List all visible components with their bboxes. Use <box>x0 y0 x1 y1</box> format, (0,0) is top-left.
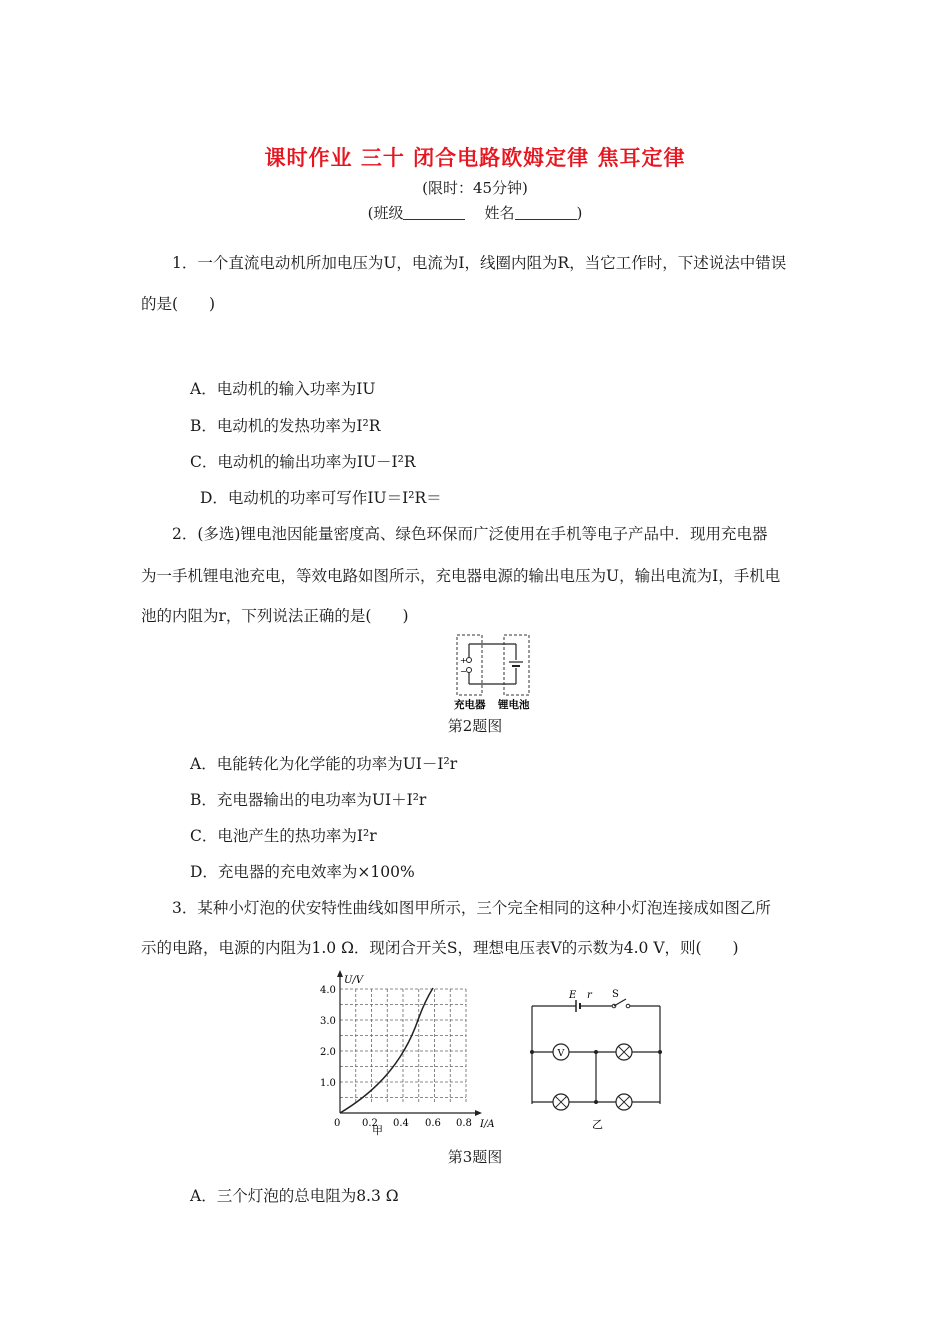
q2-line2: 为一手机锂电池充电，等效电路如图所示，充电器电源的输出电压为U，输出电流为I，手机电 <box>141 567 781 585</box>
figure-3-caption: 第3题图 <box>447 1148 503 1166</box>
graph-grid <box>340 989 466 1102</box>
q1-line2: 的是( ) <box>141 295 216 313</box>
x-axis-label: I/A <box>480 1119 495 1130</box>
plus-sign: + <box>460 656 467 665</box>
figure-3-circuit <box>524 984 674 1134</box>
switch-label: S <box>612 989 619 1000</box>
y-axis-label: U/V <box>344 975 364 986</box>
q1-option-b[interactable]: B．电动机的发热功率为I²R <box>190 417 381 435</box>
q2-option-c[interactable]: C．电池产生的热功率为I²r <box>190 827 377 845</box>
y-tick-3: 3.0 <box>320 1016 336 1027</box>
name-label: 姓名 <box>484 204 515 222</box>
q2-option-d[interactable]: D．充电器的充电效率为×100% <box>190 863 415 881</box>
q1-option-c[interactable]: C．电动机的输出功率为IU－I²R <box>190 453 416 471</box>
charger-terminal-minus <box>467 668 472 673</box>
y-tick-4: 4.0 <box>320 985 336 996</box>
figure-2-circuit <box>452 632 542 712</box>
figure-2-caption: 第2题图 <box>447 717 503 735</box>
page-title: 课时作业 三十 闭合电路欧姆定律 焦耳定律 <box>264 146 686 170</box>
q3-line2: 示的电路，电源的内阻为1.0 Ω．现闭合开关S，理想电压表V的示数为4.0 V，则( ) <box>141 939 739 957</box>
y-tick-1: 1.0 <box>320 1078 336 1089</box>
q2-option-a[interactable]: A．电能转化为化学能的功率为UI－I²r <box>190 755 458 773</box>
q2-line3: 池的内阻为r，下列说法正确的是( ) <box>141 607 409 625</box>
q2-option-b[interactable]: B．充电器输出的电功率为UI＋I²r <box>190 791 427 809</box>
emf-label: E <box>569 990 577 1001</box>
minus-sign: − <box>460 667 467 676</box>
figure-3-graph <box>310 966 510 1136</box>
q1-option-d[interactable]: D．电动机的功率可写作IU＝I²R＝ <box>200 489 442 507</box>
junction <box>658 1050 662 1054</box>
junction <box>594 1050 598 1054</box>
y-tick-2: 2.0 <box>320 1047 336 1058</box>
junction <box>594 1100 598 1104</box>
switch-contact <box>626 1004 630 1008</box>
x-tick-2: 0.4 <box>393 1118 409 1129</box>
battery-label: 锂电池 <box>498 699 530 711</box>
x-tick-4: 0.8 <box>456 1118 472 1129</box>
x-tick-3: 0.6 <box>425 1118 441 1129</box>
q1-option-a[interactable]: A．电动机的输入功率为IU <box>190 380 376 398</box>
x-tick-1: 0.2 <box>362 1118 378 1129</box>
name-blank[interactable] <box>515 205 577 220</box>
class-blank[interactable] <box>403 205 465 220</box>
junction <box>530 1050 534 1054</box>
charger-terminal-plus <box>467 658 472 663</box>
graph-label-jia: 甲 <box>372 1124 383 1136</box>
origin-label: 0 <box>334 1118 341 1129</box>
time-limit: (限时：45分钟) <box>422 179 528 197</box>
switch-blade[interactable] <box>614 999 626 1006</box>
internal-r-label: r <box>587 990 592 1001</box>
voltmeter-label: V <box>557 1048 565 1059</box>
charger-label: 充电器 <box>454 699 486 711</box>
class-label: (班级 <box>367 204 404 222</box>
q2-line1: 2．(多选)锂电池因能量密度高、绿色环保而广泛使用在手机等电子产品中．现用充电器 <box>172 525 768 543</box>
q3-line1: 3．某种小灯泡的伏安特性曲线如图甲所示，三个完全相同的这种小灯泡连接成如图乙所 <box>172 899 771 917</box>
q3-option-a[interactable]: A．三个灯泡的总电阻为8.3 Ω <box>190 1187 399 1205</box>
q1-line1: 1．一个直流电动机所加电压为U，电流为I，线圈内阻为R，当它工作时，下述说法中错误 <box>172 254 787 272</box>
y-axis-arrow <box>337 970 343 977</box>
student-info <box>0 202 950 223</box>
close-paren: ) <box>576 204 583 222</box>
circuit-label-yi: 乙 <box>592 1118 603 1131</box>
x-axis-arrow <box>475 1110 482 1116</box>
